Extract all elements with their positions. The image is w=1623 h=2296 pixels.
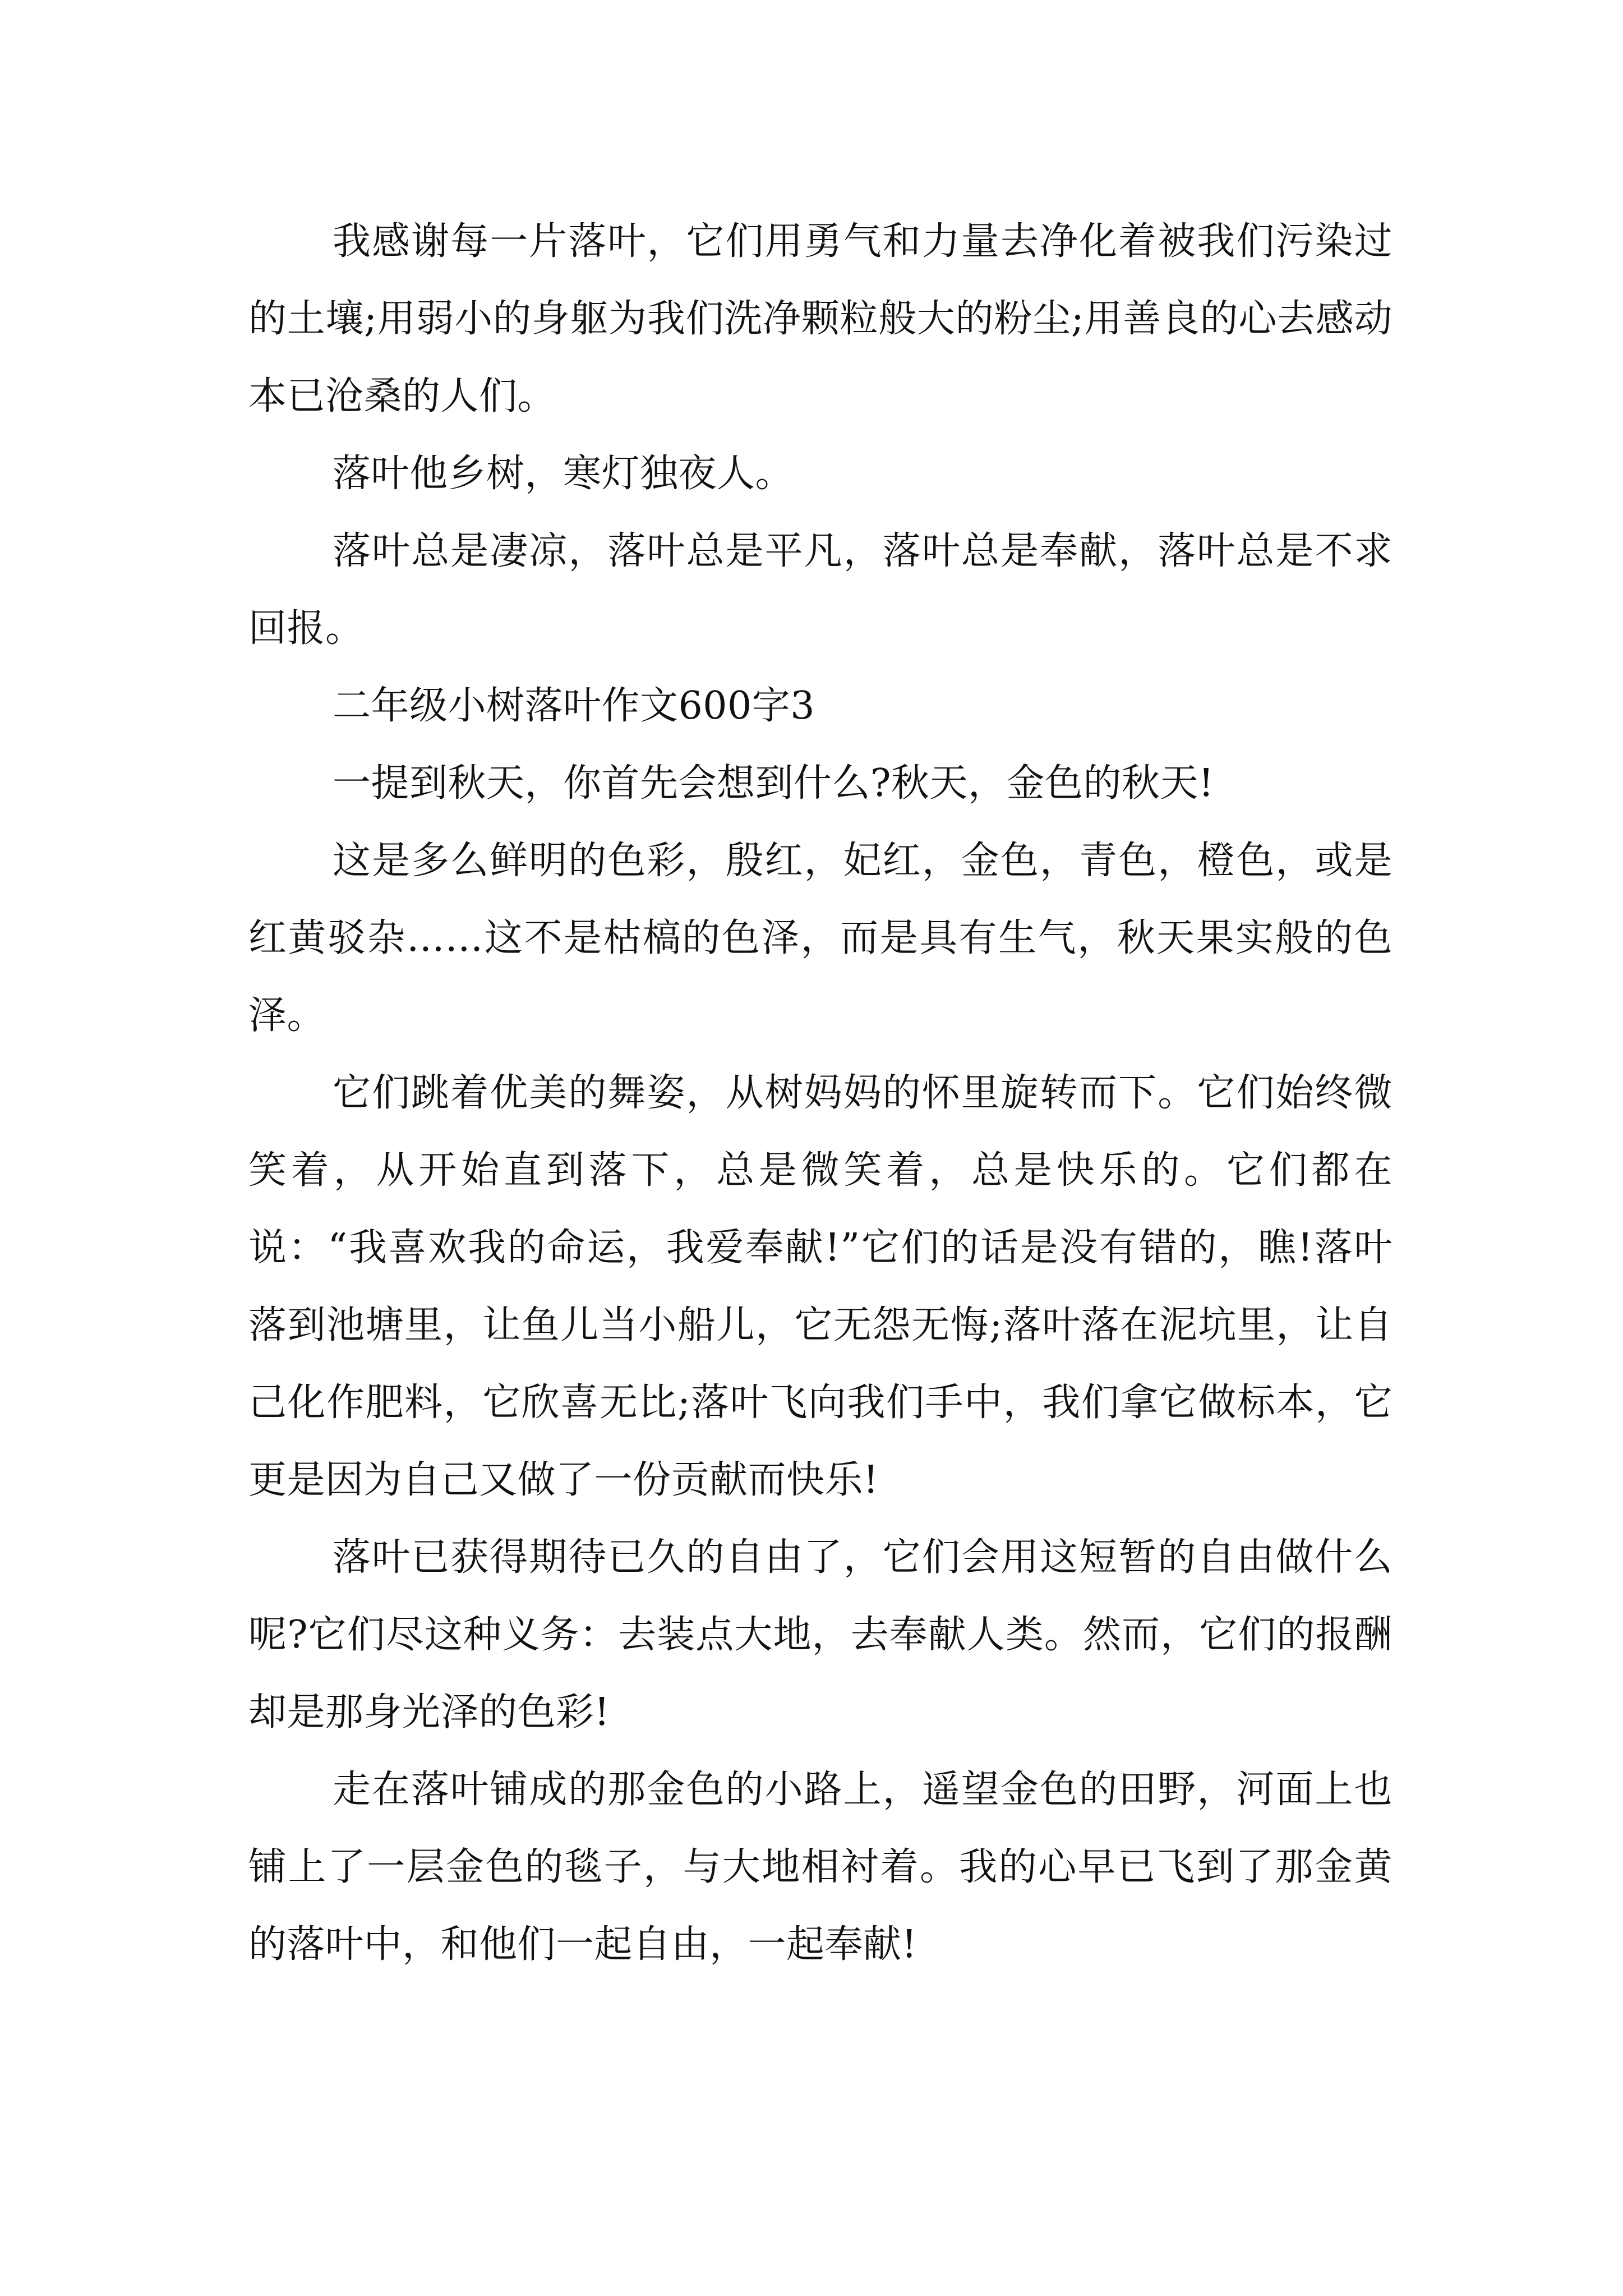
paragraph-5: 这是多么鲜明的色彩，殷红，妃红，金色，青色，橙色，或是红黄驳杂……这不是枯槁的色泽，而是具有生气，秋天果实般的色泽。	[248, 839, 1393, 1038]
paragraph-2: 落叶他乡树，寒灯独夜人。	[333, 452, 794, 496]
paragraph-8: 走在落叶铺成的那金色的小路上，遥望金色的田野，河面上也铺上了一层金色的毯子，与大地相衬着。我的心早已飞到了那金黄的落叶中，和他们一起自由，一起奉献!	[248, 1768, 1393, 1967]
paragraph-6: 它们跳着优美的舞姿，从树妈妈的怀里旋转而下。它们始终微笑着，从开始直到落下，总是微笑着，总是快乐的。它们都在说：“我喜欢我的命运，我爱奉献!”它们的话是没有错的，瞧!落叶落到池塘里，让鱼儿当小船儿，它无怨无悔;落叶落在泥坑里，让自己化作肥料，它欣喜无比;落叶飞向我们手中，我们拿它做标本，它更是因为自己又做了一份贡献而快乐!	[248, 1071, 1393, 1502]
paragraph-3: 落叶总是凄凉，落叶总是平凡，落叶总是奉献，落叶总是不求回报。	[248, 529, 1393, 651]
document-body	[248, 203, 1393, 1984]
section-heading: 二年级小树落叶作文600字3	[333, 684, 815, 728]
paragraph-1: 我感谢每一片落叶，它们用勇气和力量去净化着被我们污染过的土壤;用弱小的身躯为我们洗净颗粒般大的粉尘;用善良的心去感动本已沧桑的人们。	[248, 219, 1393, 418]
paragraph-4: 一提到秋天，你首先会想到什么?秋天，金色的秋天!	[333, 761, 1214, 806]
paragraph-7: 落叶已获得期待已久的自由了，它们会用这短暂的自由做什么呢?它们尽这种义务：去装点大地，去奉献人类。然而，它们的报酬却是那身光泽的色彩!	[248, 1535, 1393, 1734]
